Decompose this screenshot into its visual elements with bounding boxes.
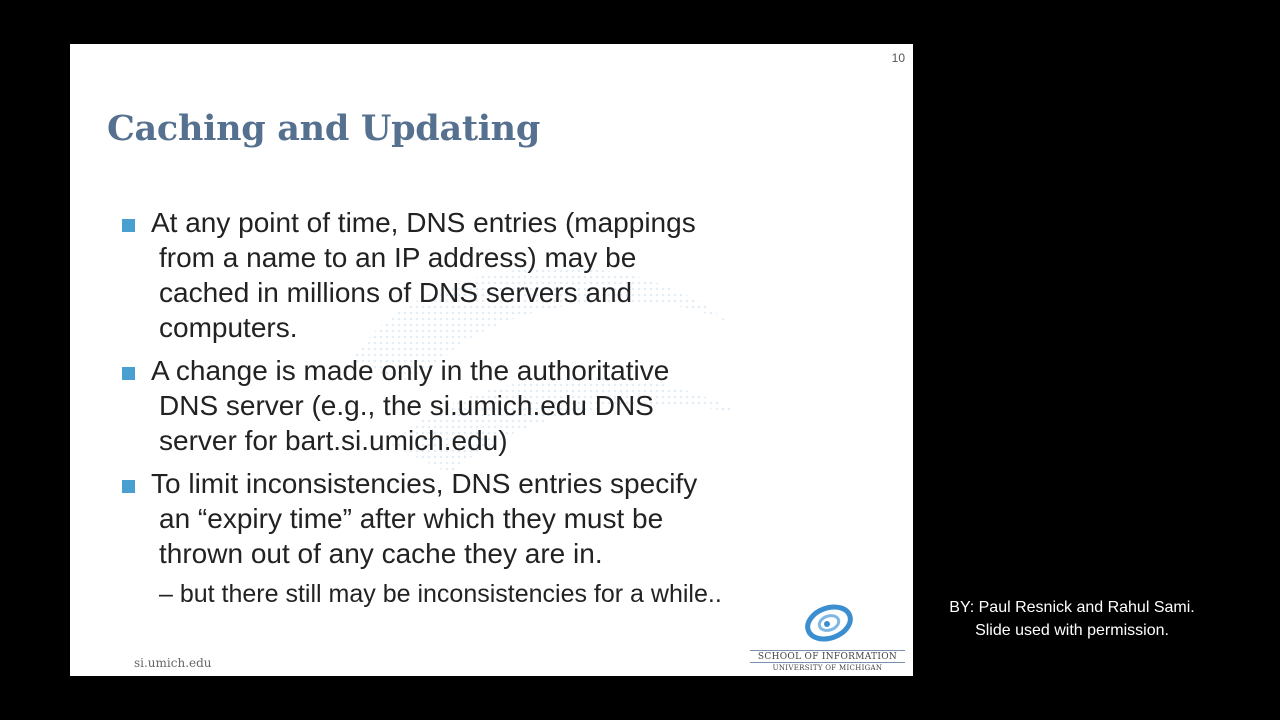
credit-text: [925, 596, 1219, 642]
school-logo-icon: [803, 602, 855, 644]
square-bullet-icon: [122, 219, 135, 232]
bullet-list: [120, 205, 820, 579]
bullet-item: [120, 205, 820, 345]
footer-url: si.umich.edu: [134, 656, 212, 670]
bullet-text-line: from a name to an IP address) may be: [159, 242, 637, 273]
bullet-text-line: At any point of time, DNS entries (mappings: [151, 207, 696, 238]
square-bullet-icon: [122, 367, 135, 380]
bullet-text-line: an “expiry time” after which they must be: [159, 503, 664, 534]
bullet-item: [120, 466, 820, 571]
bullet-item: [120, 353, 820, 458]
slide-number: 10: [891, 51, 905, 65]
credit-line-authors: BY: Paul Resnick and Rahul Sami.: [949, 599, 1195, 616]
bullet-text-line: cached in millions of DNS servers and: [159, 277, 633, 308]
slide: [70, 44, 913, 676]
slide-title: Caching and Updating: [107, 108, 541, 149]
bullet-text-line: A change is made only in the authoritative: [151, 355, 670, 386]
bullet-text-line: To limit inconsistencies, DNS entries specify: [151, 468, 698, 499]
square-bullet-icon: [122, 480, 135, 493]
footer-university-name: UNIVERSITY OF MICHIGAN: [772, 664, 883, 672]
sub-bullet-text: – but there still may be inconsistencies for a while..: [159, 580, 722, 608]
bullet-text-line: computers.: [159, 312, 298, 343]
footer-school-name: SCHOOL OF INFORMATION: [750, 650, 905, 663]
bullet-text-line: DNS server (e.g., the si.umich.edu DNS: [159, 390, 654, 421]
credit-line-permission: Slide used with permission.: [975, 622, 1169, 639]
bullet-text-line: thrown out of any cache they are in.: [159, 538, 603, 569]
bullet-text-line: server for bart.si.umich.edu): [159, 425, 508, 456]
